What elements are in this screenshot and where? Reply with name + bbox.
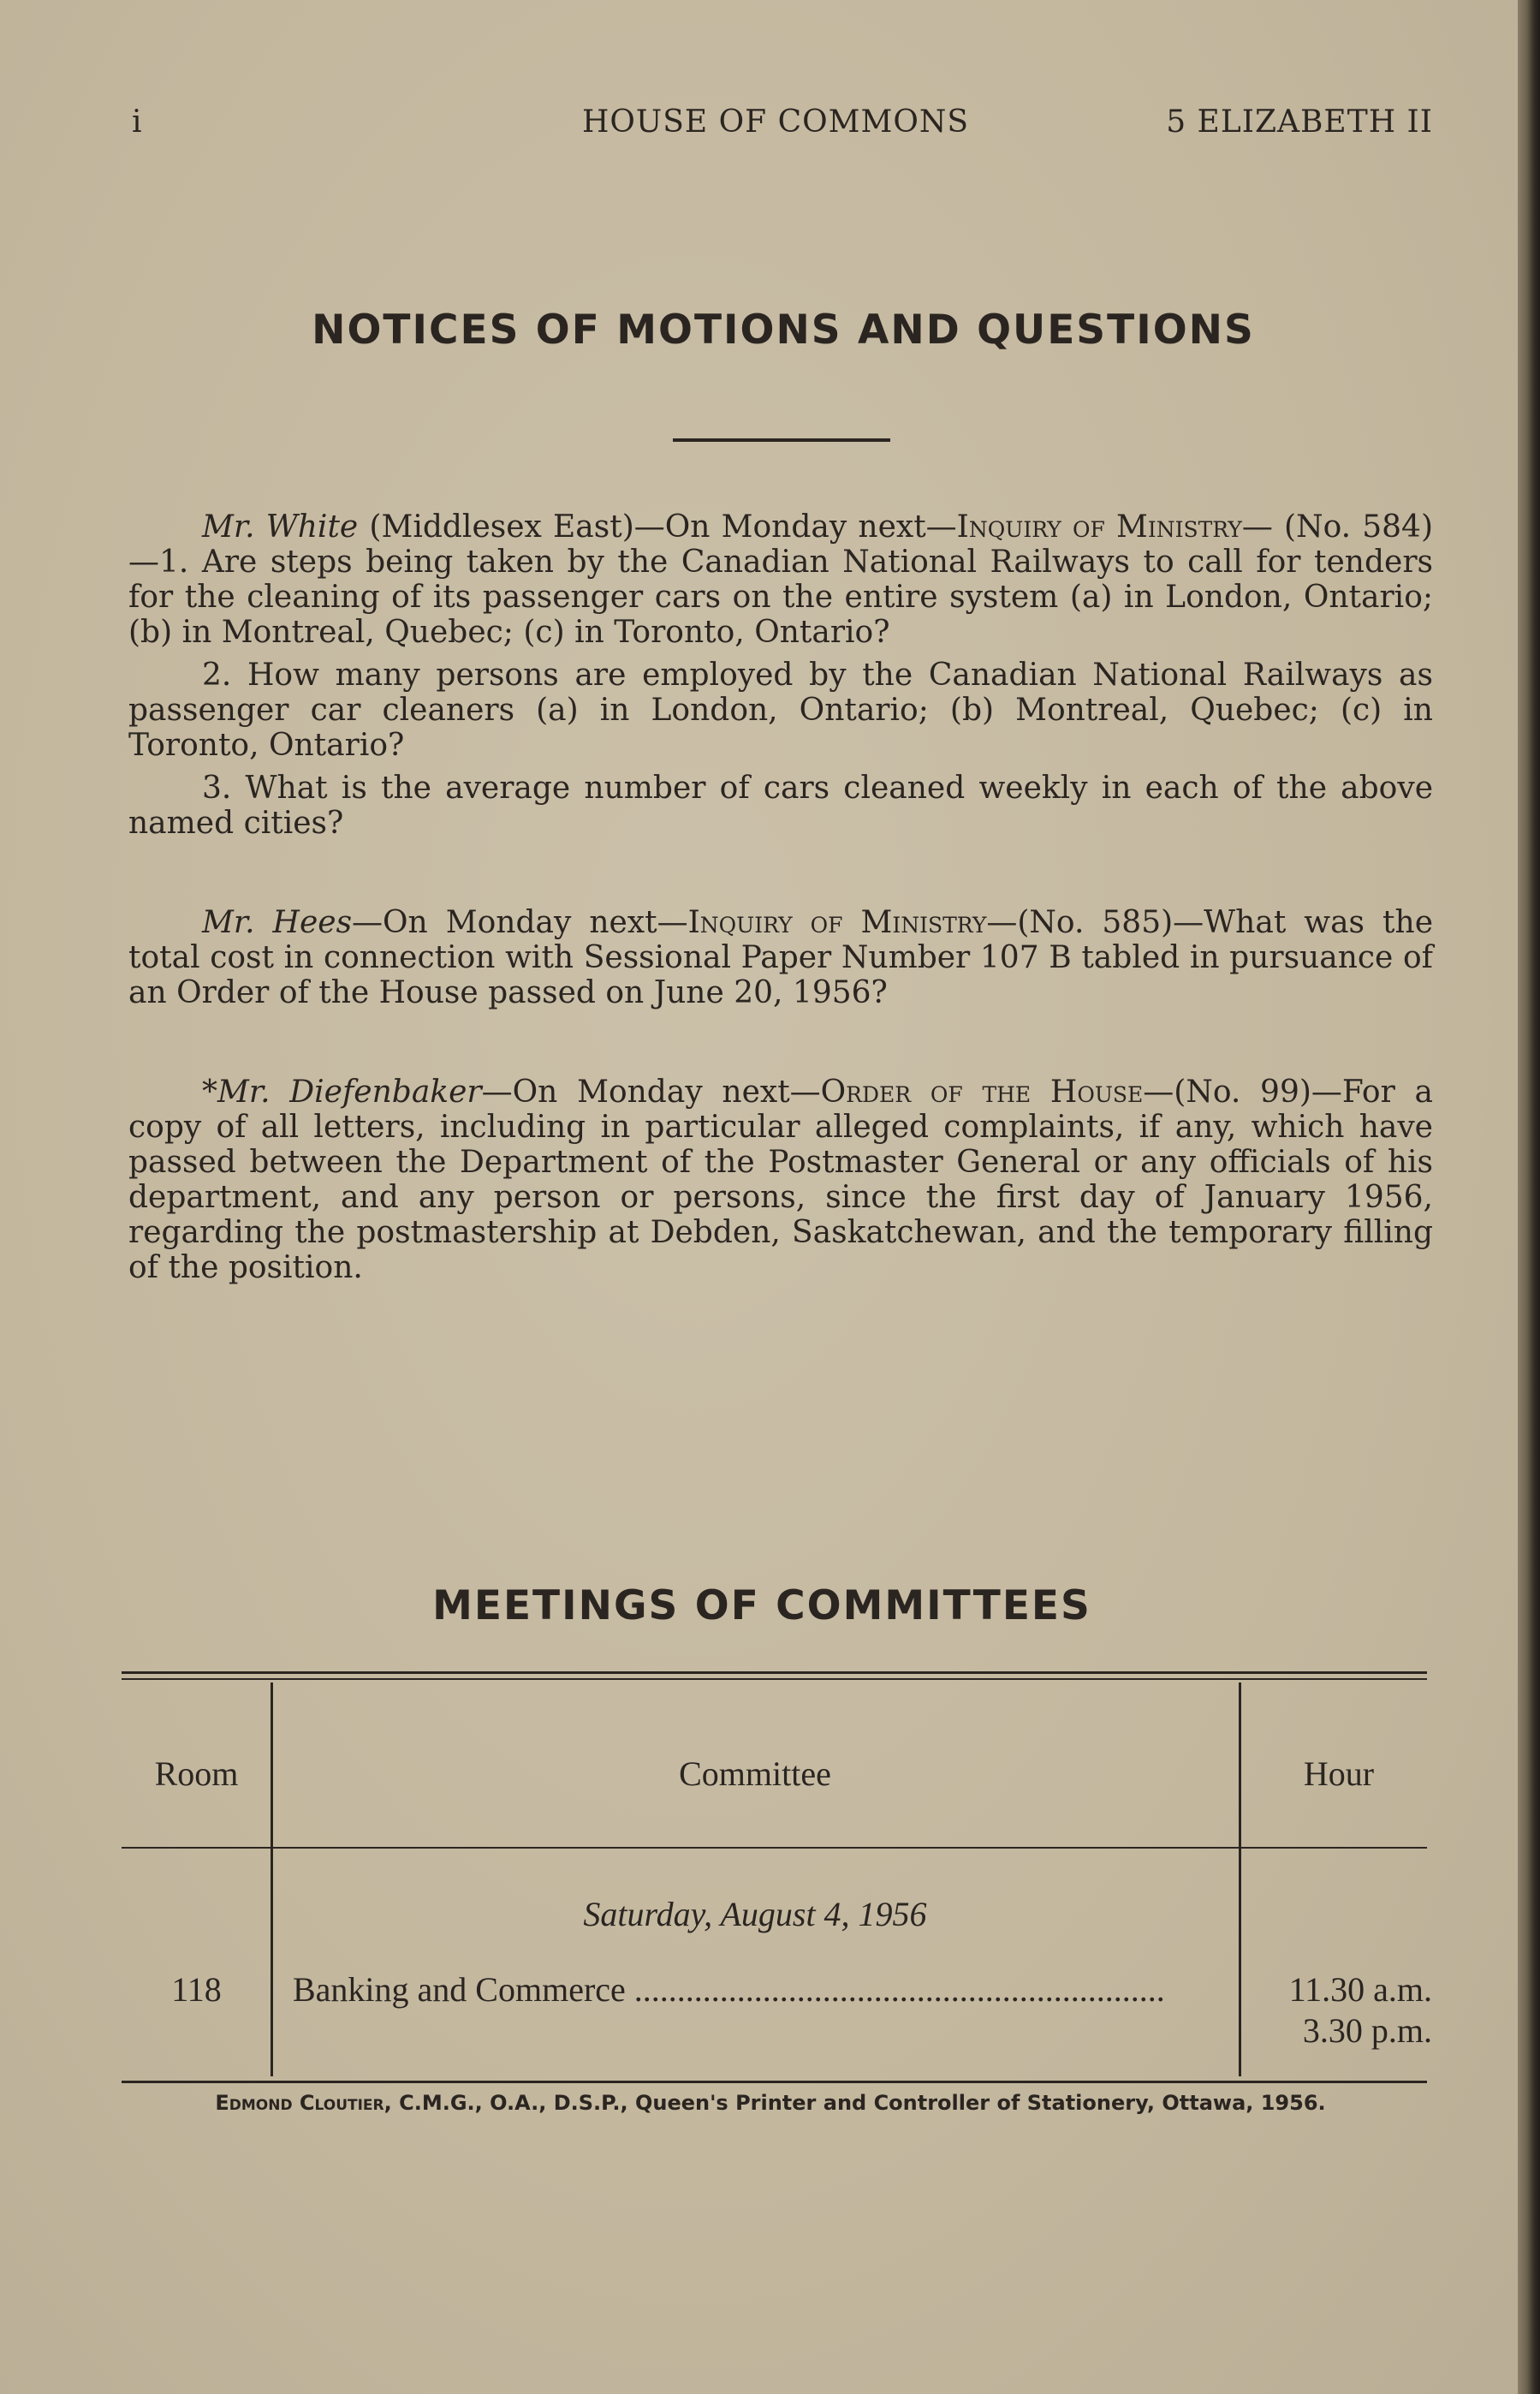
motion-type: Order of the House [820,1075,1144,1110]
meeting-date: Saturday, August 4, 1956 [583,1895,927,1933]
motion-hees [128,905,1433,1010]
table-bottom-rule [122,2081,1427,2083]
meeting-hour: 3.30 p.m. [1302,2011,1432,2050]
motion-white-q2: 2. How many persons are employed by the Canadian National Railways as passenger car cleaners (a) in London, Ontario; (b) Montreal, Quebec; (c) in Toronto, Ontario? [128,658,1433,763]
title-rule [673,438,890,442]
motion-text: — (No. 584)—1. Are steps being taken by the Canadian National Railways to call for tenders for the cleaning of its passenger cars on the entire system (a) in London, Ontario; (b) in Montreal, Quebec; (c) in Toronto, Ontario? [128,509,1434,650]
motion-text: —On Monday next— [352,905,688,940]
table-top-rule [122,1671,1427,1674]
printer-imprint [128,2091,1412,2115]
member-name: *Mr. Diefenbaker [202,1075,482,1110]
column-header-hour: Hour [1303,1754,1375,1793]
page-edge-shadow [1518,0,1540,2394]
section-title: NOTICES OF MOTIONS AND QUESTIONS [312,307,1255,354]
meeting-hour: 11.30 a.m. [1288,1970,1432,2009]
committees-title: MEETINGS OF COMMITTEES [432,1582,1091,1629]
motion-type: Inquiry of Ministry [956,509,1242,545]
dot-leader: .............................................................. [625,1970,1165,2009]
motions-list [128,509,1433,1293]
motion-type: Inquiry of Ministry [687,905,987,940]
regnal-year: 5 ELIZABETH II [1166,104,1433,140]
running-header [128,104,1438,147]
printer-details: , C.M.G., O.A., D.S.P., Queen's Printer and Controller of Stationery, Ottawa, 1956. [384,2091,1326,2115]
motion-text: —On Monday next— [481,1075,821,1110]
motion-text: (Middlesex East)—On Monday next— [358,509,957,545]
page-folio: i [132,104,143,140]
motion-text: —(No. 99)—For a copy of all letters, including in particular alleged complaints, if any, which have passed between the Department of the Postmaster General or any officials of his department, and any person or persons, since the first day of January 1956, regarding the postmastership at Debden, Saskatchewan, and the temporary filling of the position. [128,1075,1434,1285]
committee-label: Banking and Commerce [293,1970,626,2009]
printer-name: Edmond Cloutier [215,2091,384,2115]
motion-white-q3: 3. What is the average number of cars cleaned weekly in each of the above named cities? [128,771,1433,841]
committee-name [293,1969,1226,2009]
table-header-rule [122,1847,1427,1849]
room-number: 118 [171,1970,222,2009]
publication-title: HOUSE OF COMMONS [582,104,970,140]
motion-white [128,509,1433,650]
column-header-room: Room [154,1754,239,1793]
column-header-committee: Committee [679,1754,831,1793]
motion-text: —(No. 585)—What was the total cost in connection with Sessional Paper Number 107 B tabled in pursuance of an Order of the House passed on June 20, 1956? [128,905,1433,1010]
member-name: Mr. Hees [202,905,353,940]
table-divider-hour [1239,1682,1241,2076]
member-name: Mr. White [202,509,359,545]
motion-diefenbaker [128,1075,1433,1285]
table-divider-room [271,1682,273,2076]
table-top-rule-inner [122,1678,1427,1680]
